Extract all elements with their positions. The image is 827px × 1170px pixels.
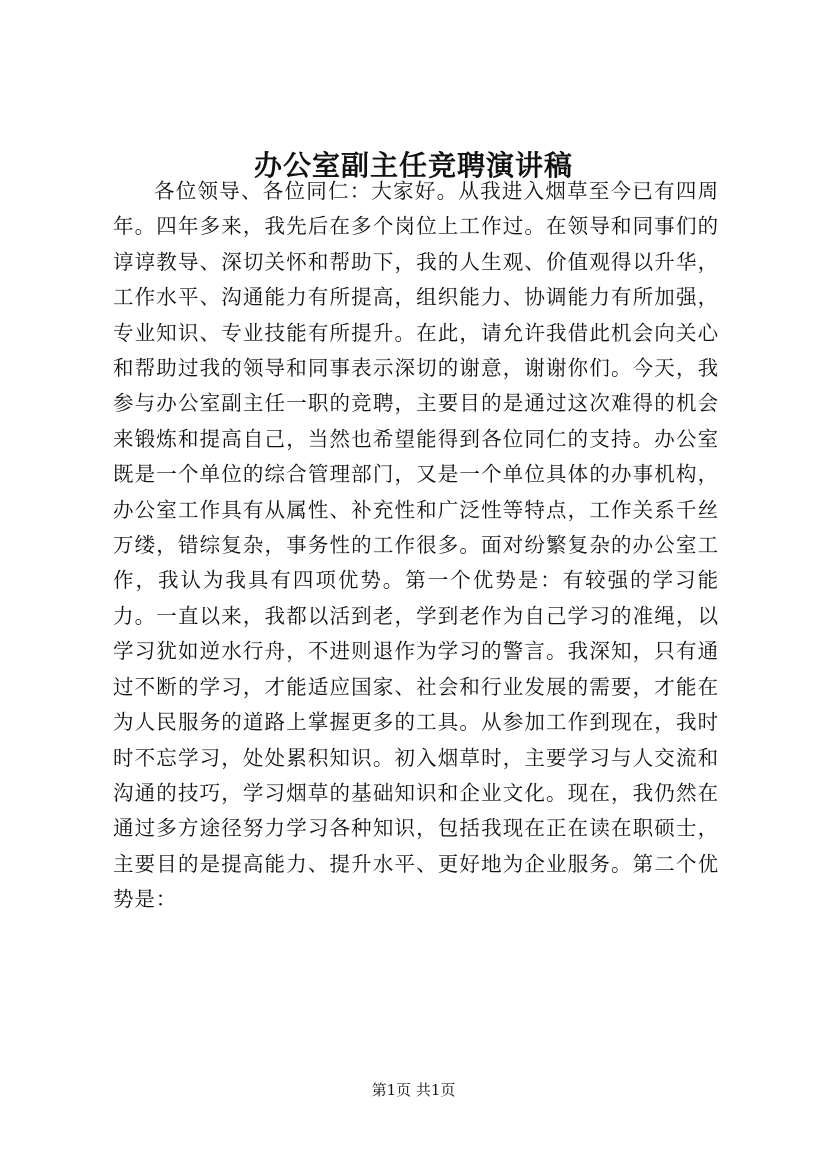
page-footer: 第1页 共1页 (371, 1081, 456, 1099)
document-body-paragraph: 各位领导、各位同仁：大家好。从我进入烟草至今已有四周年。四年多来，我先后在多个岗位上工作过。在领导和同事们的谆谆教导、深切关怀和帮助下，我的人生观、价值观得以升华，工作水平、沟通能力有所提高，组织能力、协调能力有所加强，专业知识、专业技能有所提升。在此，请允许我借此机会向关心和帮助过我的领导和同事表示深切的谢意，谢谢你们。今天，我参与办公室副主任一职的竞聘，主要目的是通过这次难得的机会来锻炼和提高自己，当然也希望能得到各位同仁的支持。办公室既是一个单位的综合管理部门，又是一个单位具体的办事机构，办公室工作具有从属性、补充性和广泛性等特点，工作关系千丝万缕，错综复杂，事务性的工作很多。面对纷繁复杂的办公室工作，我认为我具有四项优势。第一个优势是：有较强的学习能力。一直以来，我都以活到老，学到老作为自己学习的准绳，以学习犹如逆水行舟，不进则退作为学习的警言。我深知，只有通过不断的学习，才能适应国家、社会和行业发展的需要，才能在为人民服务的道路上掌握更多的工具。从参加工作到现在，我时时不忘学习，处处累积知识。初入烟草时，主要学习与人交流和沟通的技巧，学习烟草的基础知识和企业文化。现在，我仍然在通过多方途径努力学习各种知识，包括我现在正在读在职硕士，主要目的是提高能力、提升水平、更好地为企业服务。第二个优势是： (113, 179, 719, 912)
document-title: 办公室副主任竞聘演讲稿 (253, 149, 573, 182)
